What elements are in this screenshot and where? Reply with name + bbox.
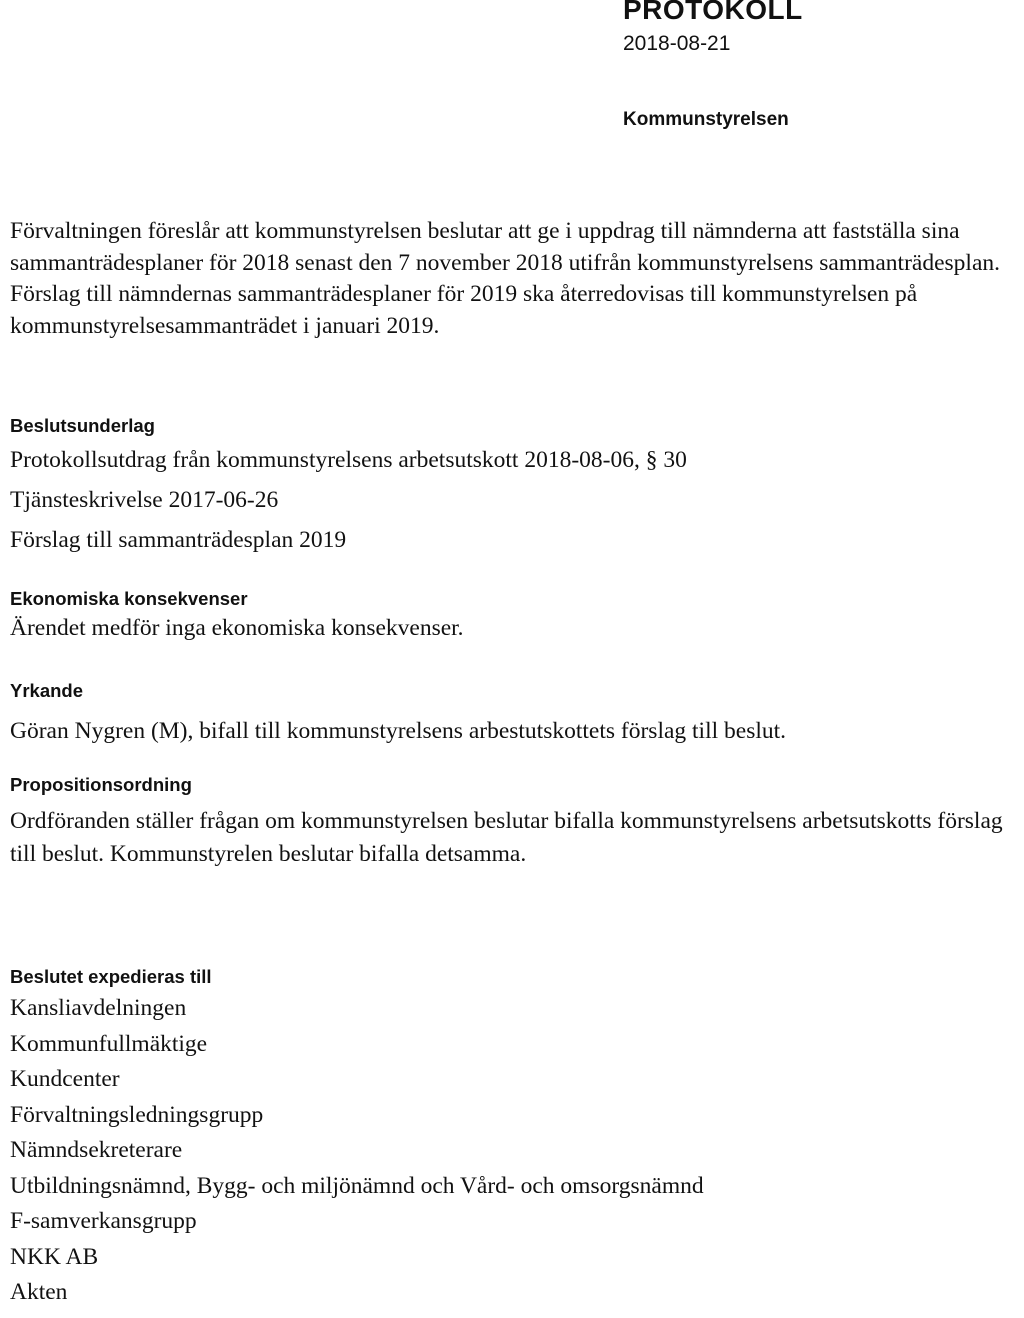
list-item: Kundcenter	[10, 1066, 120, 1092]
basis-heading: Beslutsunderlag	[10, 415, 155, 436]
basis-list	[10, 445, 687, 565]
list-item: Utbildningsnämnd, Bygg- och miljönämnd och Vård- och omsorgsnämnd	[10, 1172, 704, 1199]
list-item: F-samverkansgrupp	[10, 1208, 197, 1234]
economic-heading: Ekonomiska konsekvenser	[10, 588, 248, 609]
economic-text: Ärendet medför inga ekonomiska konsekvenser.	[10, 615, 464, 641]
list-item: Förvaltningsledningsgrupp	[10, 1101, 264, 1128]
list-item: Kommunfullmäktige	[10, 1030, 208, 1057]
list-item: Kansliavdelningen	[10, 995, 187, 1021]
proposition-heading: Propositionsordning	[10, 774, 192, 795]
document-date: 2018-08-21	[623, 32, 731, 55]
list-item: NKK AB	[10, 1243, 99, 1270]
dispatch-heading: Beslutet expedieras till	[10, 966, 212, 987]
document-type: PROTOKOLL	[623, 0, 803, 25]
proposition-text: Ordföranden ställer frågan om kommunstyrelsen beslutar bifalla kommunstyrelsens arbetsutskotts förslag till beslut. Kommunstyrelen beslutar bifalla detsamma.	[10, 808, 1003, 867]
dispatch-list	[10, 993, 704, 1313]
committee-name: Kommunstyrelsen	[623, 109, 789, 130]
list-item: Tjänsteskrivelse 2017-06-26	[10, 487, 279, 513]
list-item: Akten	[10, 1279, 68, 1305]
claim-text: Göran Nygren (M), bifall till kommunstyrelsens arbestutskottets förslag till beslut.	[10, 718, 787, 744]
claim-heading: Yrkande	[10, 680, 84, 701]
list-item: Nämndsekreterare	[10, 1137, 183, 1163]
intro-paragraph: Förvaltningen föreslår att kommunstyrelsen beslutar att ge i uppdrag till nämnderna att fastställa sina sammanträdesplaner för 2018 senast den 7 november 2018 utifrån kommunstyrelsens sammanträdesplan. Förslag till nämndernas sammanträdesplaner för 2019 ska återredovisas till kommunstyrelsen på kommunstyrelsesammanträdet i januari 2019.	[10, 218, 1001, 339]
list-item: Protokollsutdrag från kommunstyrelsens arbetsutskott 2018-08-06, § 30	[10, 447, 687, 473]
list-item: Förslag till sammanträdesplan 2019	[10, 527, 347, 553]
